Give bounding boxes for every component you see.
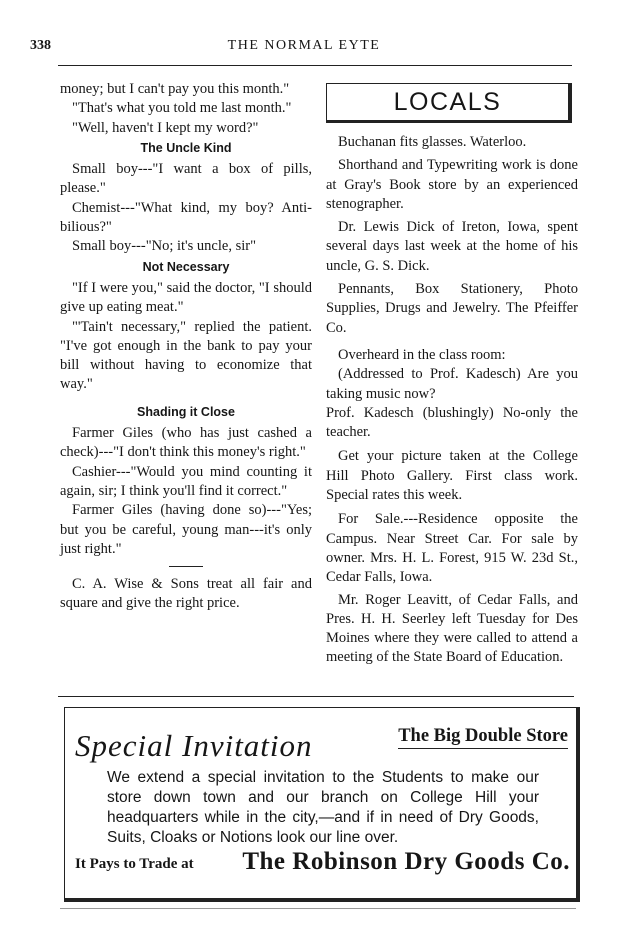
ad-tagline: It Pays to Trade at (75, 856, 194, 872)
page-header (30, 38, 578, 60)
ad-body: We extend a special invitation to the Students to make our store down town and our branch on College Hill your headquarters while in the city,—and if in need of Dry Goods, Suits, Cloaks or Notions look our line over. (107, 769, 539, 846)
joke-text: Chemist---"What kind, my boy? Anti-bilious?" (60, 199, 312, 236)
ad-title: Special Invitation (75, 728, 313, 763)
advert-text: C. A. Wise & Sons treat all fair and square and give the right price. (60, 576, 312, 612)
joke-text: "'Tain't necessary," replied the patient. "I've got enough in the bank to pay your bill without having to economize that way." (60, 318, 312, 393)
section-heading-not-necessary: Not Necessary (142, 259, 230, 274)
journal-title: THE NORMAL EYTE (227, 38, 381, 53)
local-item: (Addressed to Prof. Kadesch) Are you taking music now? (326, 366, 578, 402)
joke-text: "If I were you," said the doctor, "I should give up eating meat." (60, 279, 312, 316)
left-column (60, 80, 312, 614)
locals-title: LOCALS (393, 88, 502, 116)
section-heading-shading-it-close: Shading it Close (137, 404, 235, 419)
bottom-rule (60, 908, 576, 909)
joke-text: Cashier---"Would you mind counting it again, sir; I think you'll find it correct." (60, 463, 312, 499)
local-item: Shorthand and Typewriting work is done at Gray's Book store by an experienced stenographer. (326, 157, 578, 212)
header-rule (58, 65, 572, 66)
section-rule (58, 696, 574, 697)
joke-text: "That's what you told me last month." (72, 100, 292, 117)
section-divider (169, 566, 203, 567)
local-item: Get your picture taken at the College Hill Photo Gallery. First class work. Special rates this week. (326, 448, 578, 504)
ad-store-name: The Big Double Store (398, 726, 568, 749)
local-item: Dr. Lewis Dick of Ireton, Iowa, spent several days last week at the home of his uncle, G. S. Dick. (326, 219, 578, 274)
joke-text: "Well, haven't I kept my word?" (72, 119, 259, 136)
local-item: Pennants, Box Stationery, Photo Supplies, Drugs and Jewelry. The Pfeiffer Co. (326, 281, 578, 336)
joke-text: money; but I can't pay you this month." (60, 81, 290, 97)
right-column (326, 133, 578, 668)
joke-text: Small boy---"I want a box of pills, please." (60, 161, 312, 197)
joke-text: Farmer Giles (having done so)---"Yes; but you be careful, young man---it's only just right." (60, 502, 312, 557)
ad-company-name: The Robinson Dry Goods Co. (242, 848, 570, 875)
local-item: For Sale.---Residence opposite the Campus. Near Street Car. For sale by owner. Mrs. H. L. Forest, 915 W. 23d St., Cedar Falls, Iowa. (326, 511, 578, 586)
joke-text: Small boy---"No; it's uncle, sir" (72, 238, 256, 255)
local-item: Overheard in the class room: (338, 346, 506, 363)
advertisement-box (64, 707, 580, 902)
joke-text: Farmer Giles (who has just cashed a check)---"I don't think this money's right." (60, 425, 312, 461)
local-item: Mr. Roger Leavitt, of Cedar Falls, and Pres. H. H. Seerley left Tuesday for Des Moines where they were called to attend a meeting of the State Board of Education. (326, 591, 578, 666)
locals-heading-box (326, 83, 572, 123)
section-heading-uncle-kind: The Uncle Kind (140, 140, 232, 155)
local-item: Buchanan fits glasses. Waterloo. (338, 134, 527, 150)
page-number: 338 (30, 38, 51, 53)
local-item: Prof. Kadesch (blushingly) No-only the teacher. (326, 404, 578, 441)
